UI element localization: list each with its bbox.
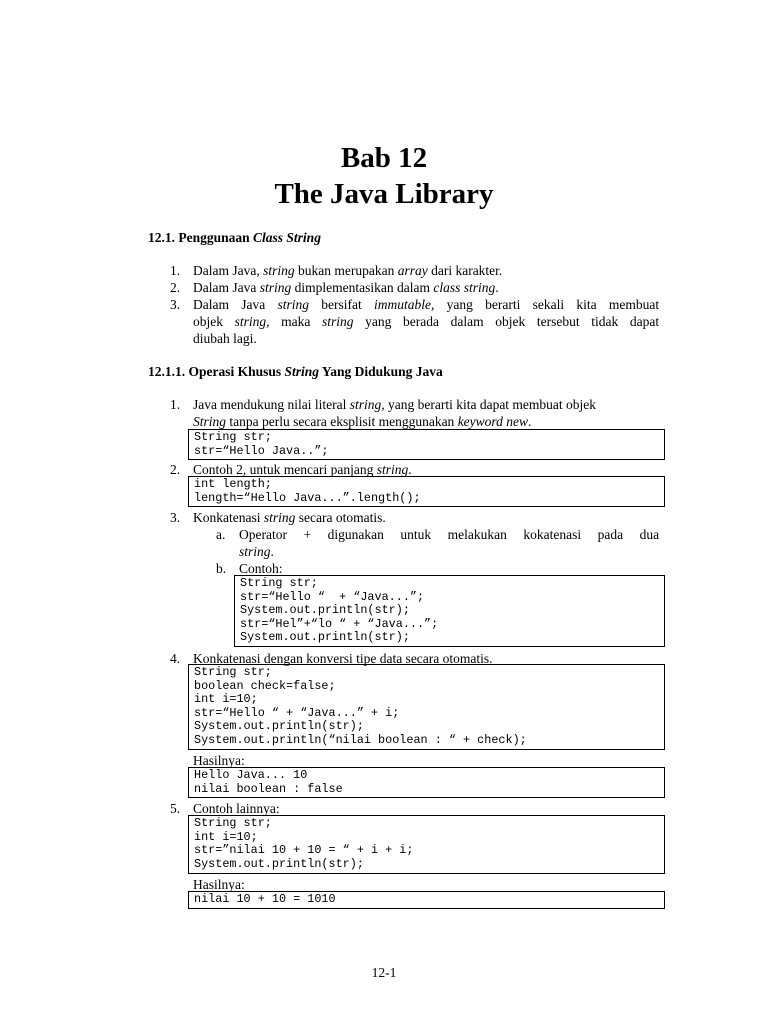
result-block-4 (188, 767, 665, 798)
list-number: 3. (170, 297, 181, 312)
code-line: int length; (194, 477, 272, 491)
list-item-text: Konkatenasi string secara otomatis. (193, 510, 386, 525)
result-block-5 (188, 891, 665, 909)
list-item-text: Contoh: (239, 561, 283, 576)
code-block-3 (234, 575, 665, 647)
list-item-text: objek string, maka string yang berada dalam objek tersebut tidak dapat (193, 314, 660, 329)
list-item-text: diubah lagi. (193, 331, 257, 346)
page-number: 12-1 (371, 965, 397, 980)
section-heading-12-1-1: 12.1.1. Operasi Khusus String Yang Didukung Java (148, 364, 443, 379)
code-line: Hello Java... 10 (194, 768, 308, 782)
list-number: 2. (170, 280, 181, 295)
code-line: System.out.println(“nilai boolean : “ + check); (194, 732, 527, 747)
list-item-text: Dalam Java string dimplementasikan dalam class string. (193, 280, 499, 295)
list-number: 2. (170, 462, 181, 477)
code-block-1 (188, 429, 665, 460)
code-line: str=“Hello “ + “Java...” + i; (194, 705, 400, 720)
code-line: String str; (194, 430, 272, 444)
list-number: 1. (170, 397, 181, 412)
code-line: boolean check=false; (194, 678, 336, 693)
list-item-text: String tanpa perlu secara eksplisit menggunakan keyword new. (193, 414, 532, 429)
code-line: String str; (240, 576, 318, 590)
list-item-text: string. (239, 544, 274, 559)
list-letter: b. (216, 561, 227, 576)
code-line: nilai 10 + 10 = 1010 (194, 892, 336, 906)
list-letter: a. (216, 527, 226, 542)
code-line: nilai boolean : false (194, 781, 343, 796)
list-item-text: Contoh lainnya: (193, 801, 280, 816)
code-line: str=“Hel”+“lo “ + “Java...”; (240, 616, 439, 631)
code-line: String str; (194, 665, 272, 679)
list-number: 5. (170, 801, 181, 816)
code-block-4 (188, 664, 665, 750)
list-item-text: Konkatenasi dengan konversi tipe data secara otomatis. (193, 651, 493, 666)
code-line: str=“Hello Java..”; (194, 443, 329, 458)
code-line: int i=10; (194, 692, 258, 707)
code-line: int i=10; (194, 829, 258, 844)
chapter-number: Bab 12 (340, 142, 428, 174)
list-item-text: Contoh 2, untuk mencari panjang string. (193, 462, 412, 477)
code-block-5 (188, 815, 665, 874)
list-item-text: Dalam Java string bersifat immutable, yang berarti sekali kita membuat (193, 297, 660, 312)
list-item-text: Java mendukung nilai literal string, yang berarti kita dapat membuat objek (193, 397, 597, 412)
list-item-text: Dalam Java, string bukan merupakan array dari karakter. (193, 263, 503, 278)
code-block-2 (188, 476, 665, 507)
code-line: String str; (194, 816, 272, 830)
code-line: System.out.println(str); (194, 856, 364, 871)
code-line: str=”nilai 10 + 10 = “ + i + i; (194, 843, 414, 858)
chapter-title: The Java Library (274, 178, 494, 210)
list-item-text: Operator + digunakan untuk melakukan kokatenasi pada dua (239, 527, 660, 542)
code-line: System.out.println(str); (194, 719, 364, 734)
section-heading-12-1: 12.1. Penggunaan Class String (148, 230, 321, 245)
list-number: 4. (170, 651, 181, 666)
code-line: str=“Hello “ + “Java...”; (240, 589, 425, 604)
result-label: Hasilnya: (193, 753, 245, 768)
result-label: Hasilnya: (193, 877, 245, 892)
code-line: System.out.println(str); (240, 603, 410, 618)
code-line: length=“Hello Java...”.length(); (194, 490, 421, 505)
code-line: System.out.println(str); (240, 630, 410, 645)
list-number: 1. (170, 263, 181, 278)
list-number: 3. (170, 510, 181, 525)
